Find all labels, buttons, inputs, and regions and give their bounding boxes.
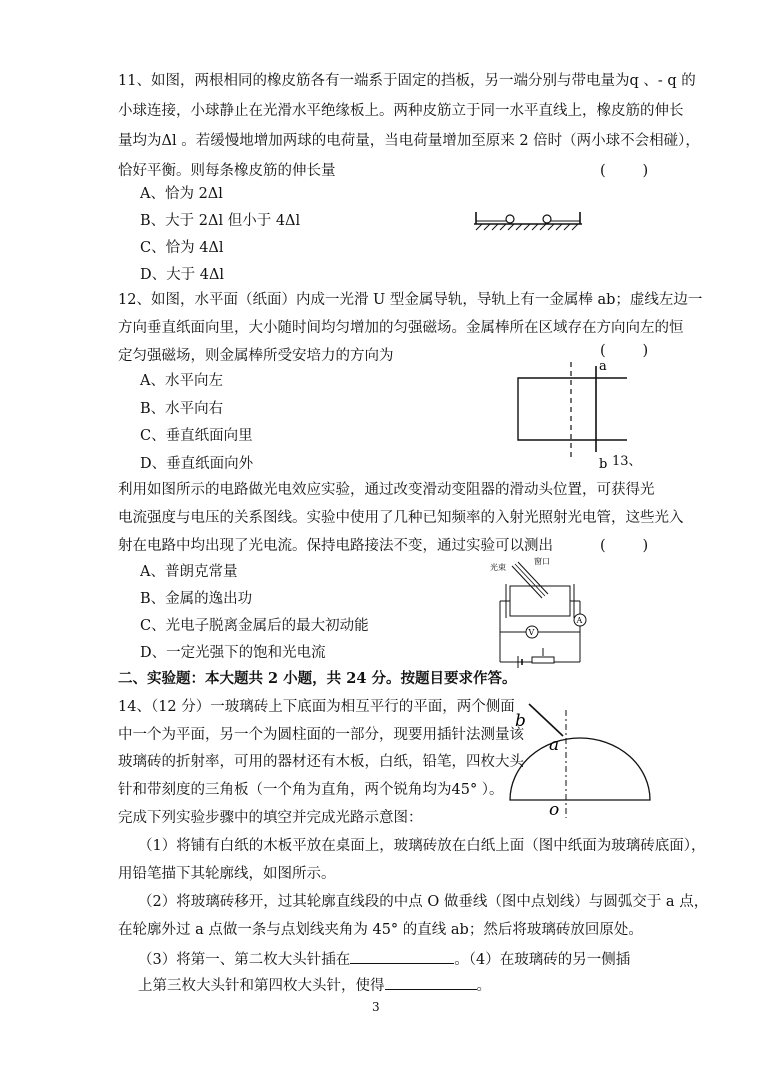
q14-step1-line-2: 用铅笔描下其轮廓线，如图所示。 (118, 866, 336, 882)
q13-option-d: D、一定光强下的饱和光电流 (140, 645, 326, 661)
q14-glass-brick-figure (505, 702, 655, 822)
q14-step3-answer-blank[interactable] (350, 948, 454, 964)
q11-answer-paren: ( ) (600, 163, 649, 179)
q14-step4-answer-blank[interactable] (385, 974, 477, 990)
page-number: 3 (372, 1000, 380, 1014)
q14-step4-text: 上第三枚大头针和第四枚大头针，使得 (138, 978, 385, 994)
q14-step2-line-1: （2）将玻璃砖移开，过其轮廓直线段的中点 O 做垂线（图中点划线）与圆弧交于 a 点， (138, 894, 709, 910)
q11-line-4: 恰好平衡。则每条橡皮筋的伸长量 (118, 163, 336, 179)
q13-option-c: C、光电子脱离金属后的最大初动能 (140, 618, 369, 634)
q14-label-a: a (549, 735, 560, 755)
q14-label-b: b (515, 711, 526, 731)
q12-line-1: 12、如图，水平面（纸面）内成一光滑 U 型金属导轨，导轨上有一金属棒 ab；虚线左边一 (118, 292, 703, 308)
q13-option-a: A、普朗克常量 (140, 564, 238, 580)
q12-line-3: 定匀强磁场，则金属棒所受安培力的方向为 (118, 348, 394, 364)
q13-line-1: 利用如图所示的电路做光电效应实验，通过改变滑动变阻器的滑动头位置，可获得光 (118, 482, 655, 498)
q11-option-c: C、恰为 4Δl (140, 240, 224, 256)
q14-label-o: o (549, 800, 560, 820)
q14-step3-text: （3）将第一、第二枚大头针插在 (138, 952, 351, 968)
q13-label-window: 窗口 (534, 557, 550, 566)
q14-line-5: 完成下列实验步骤中的填空并完成光路示意图： (118, 810, 423, 826)
section2-heading: 二、实验题：本大题共 2 小题，共 24 分。按题目要求作答。 (118, 670, 517, 687)
q13-line-3: 射在电路中均出现了光电流。保持电路接法不变，通过实验可以测出 (118, 538, 553, 554)
q14-step4-intro-text: 。（4）在玻璃砖的另一侧插 (454, 952, 631, 968)
q12-label-a: a (599, 359, 607, 374)
q12-option-d: D、垂直纸面向外 (140, 456, 254, 472)
q13-photoelectric-circuit-figure (488, 556, 600, 668)
q14-step1-line-1: （1）将铺有白纸的木板平放在桌面上，玻璃砖放在白纸上面（图中纸面为玻璃砖底面）， (138, 838, 706, 854)
q12-label-b: b (599, 457, 608, 472)
q12-answer-paren: ( ) (600, 343, 649, 359)
q12-option-a: A、水平向左 (140, 373, 223, 389)
q14-line-1: 14、（12 分）一玻璃砖上下底面为相互平行的平面，两个侧面 (118, 699, 515, 715)
q13-line-2: 电流强度与电压的关系图线。实验中使用了几种已知频率的入射光照射光电管，这些光入 (118, 510, 684, 526)
q12-line-2: 方向垂直纸面向里，大小随时间均匀增加的匀强磁场。金属棒所在区域存在方向向左的恒 (118, 320, 684, 336)
q11-option-b: B、大于 2Δl 但小于 4Δl (140, 213, 301, 229)
q14-step4-end: 。 (476, 978, 491, 994)
q12-option-b: B、水平向右 (140, 401, 224, 417)
q14-line-2: 中一个为平面，另一个为圆柱面的一部分，现要用插针法测量该 (118, 727, 524, 743)
q14-step3-line (138, 948, 630, 970)
q13-option-b: B、金属的逸出功 (140, 591, 253, 607)
q14-step4-line (138, 974, 491, 996)
q11-rubber-band-figure (472, 208, 584, 238)
q13-number: 13、 (612, 454, 642, 469)
q13-label-beam: 光束 (490, 563, 506, 572)
q13-answer-paren: ( ) (600, 538, 649, 554)
q14-step2-line-2: 在轮廓外过 a 点做一条与点划线夹角为 45° 的直线 ab；然后将玻璃砖放回原处。 (118, 922, 643, 938)
q11-option-d: D、大于 4Δl (140, 267, 225, 283)
q14-line-4: 针和带刻度的三角板（一个角为直角，两个锐角均为45° ）。 (118, 782, 504, 798)
q11-line-2: 小球连接，小球静止在光滑水平绝缘板上。两种皮筋立于同一水平直线上，橡皮筋的伸长 (118, 103, 684, 119)
q11-line-3: 量均为Δl 。若缓慢地增加两球的电荷量，当电荷量增加至原来 2 倍时（两小球不会相碰）， (118, 133, 700, 149)
q13-label-voltmeter: V (528, 628, 535, 637)
q12-option-c: C、垂直纸面向里 (140, 428, 253, 444)
q11-line-1: 11、如图，两根相同的橡皮筋各有一端系于固定的挡板，另一端分别与带电量为q 、- q 的 (118, 73, 696, 89)
q14-line-3: 玻璃砖的折射率，可用的器材还有木板，白纸，铅笔，四枚大头 (118, 754, 524, 770)
q11-option-a: A、恰为 2Δl (140, 186, 223, 202)
q13-label-ammeter: A (576, 616, 583, 625)
